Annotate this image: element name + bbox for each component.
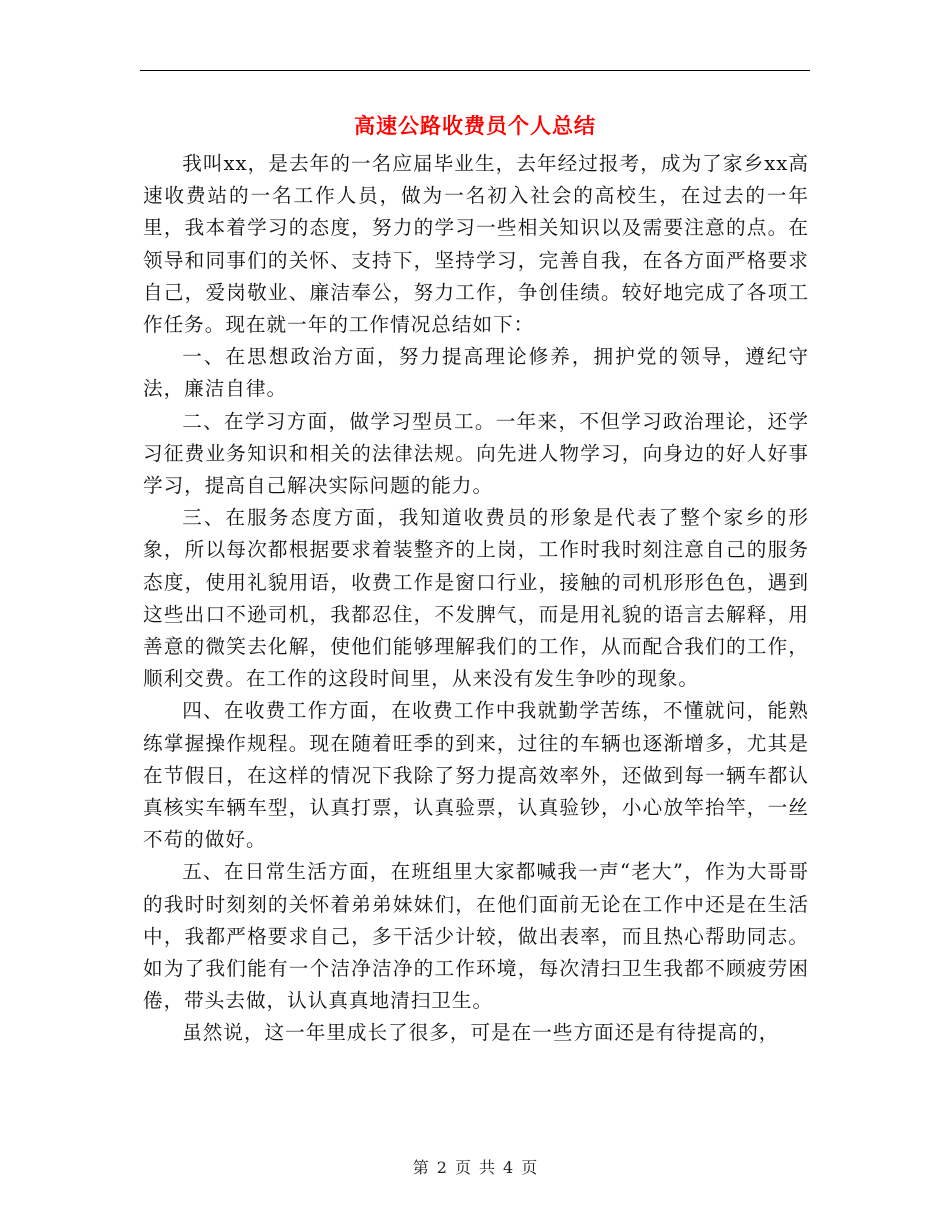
document-title: 高速公路收费员个人总结 <box>354 113 596 138</box>
paragraph-intro: 我叫xx，是去年的一名应届毕业生，去年经过报考，成为了家乡xx高速收费站的一名工作人员，做为一名初入社会的高校生，在过去的一年里，我本着学习的态度，努力的学习一些相关知识以及需要注意的点。在领导和同事们的关怀、支持下，坚持学习，完善自我，在各方面严格要求自己，爱岗敬业、廉洁奉公，努力工作，争创佳绩。较好地完成了各项工作任务。现在就一年的工作情况总结如下： <box>143 152 809 337</box>
footer-page-prefix: 第 <box>412 1158 429 1177</box>
paragraph-closing: 虽然说，这一年里成长了很多，可是在一些方面还是有待提高的， <box>182 1021 780 1045</box>
paragraph-political: 一、在思想政治方面，努力提高理论修养，拥护党的领导，遵纪守法，廉洁自律。 <box>143 345 809 401</box>
footer-page-mid: 页 <box>454 1158 471 1177</box>
footer-total-suffix: 页 <box>521 1158 538 1177</box>
page-footer <box>0 1155 950 1178</box>
paragraph-service: 三、在服务态度方面，我知道收费员的形象是代表了整个家乡的形象，所以每次都根据要求着装整齐的上岗，工作时我时刻注意自己的服务态度，使用礼貌用语，收费工作是窗口行业，接触的司机形形色色，遇到这些出口不逊司机，我都忍住，不发脾气，而是用礼貌的语言去解释，用善意的微笑去化解，使他们能够理解我们的工作，从而配合我们的工作，顺利交费。在工作的这段时间里，从来没有发生争吵的现象。 <box>143 506 809 691</box>
footer-total-prefix: 共 <box>479 1158 496 1177</box>
paragraph-study: 二、在学习方面，做学习型员工。一年来，不但学习政治理论，还学习征费业务知识和相关的法律法规。向先进人物学习，向身边的好人好事学习，提高自己解决实际问题的能力。 <box>143 409 809 498</box>
paragraph-toll-work: 四、在收费工作方面，在收费工作中我就勤学苦练，不懂就问，能熟练掌握操作规程。现在随着旺季的到来，过往的车辆也逐渐增多，尤其是在节假日，在这样的情况下我除了努力提高效率外，还做到每一辆车都认真核实车辆车型，认真打票，认真验票，认真验钞，小心放竿抬竿，一丝不苟的做好。 <box>143 699 809 852</box>
footer-page-number: 2 <box>436 1158 447 1177</box>
document-body <box>143 148 809 1050</box>
footer-total-pages: 4 <box>503 1158 514 1177</box>
header-rule <box>140 70 810 71</box>
paragraph-daily-life: 五、在日常生活方面，在班组里大家都喊我一声“老大”，作为大哥哥的我时时刻刻的关怀着弟弟妹妹们，在他们面前无论在工作中还是在生活中，我都严格要求自己，多干活少计较，做出表率，而且热心帮助同志。如为了我们能有一个洁净洁净的工作环境，每次清扫卫生我都不顾疲劳困倦，带头去做，认认真真地清扫卫生。 <box>143 860 809 1013</box>
